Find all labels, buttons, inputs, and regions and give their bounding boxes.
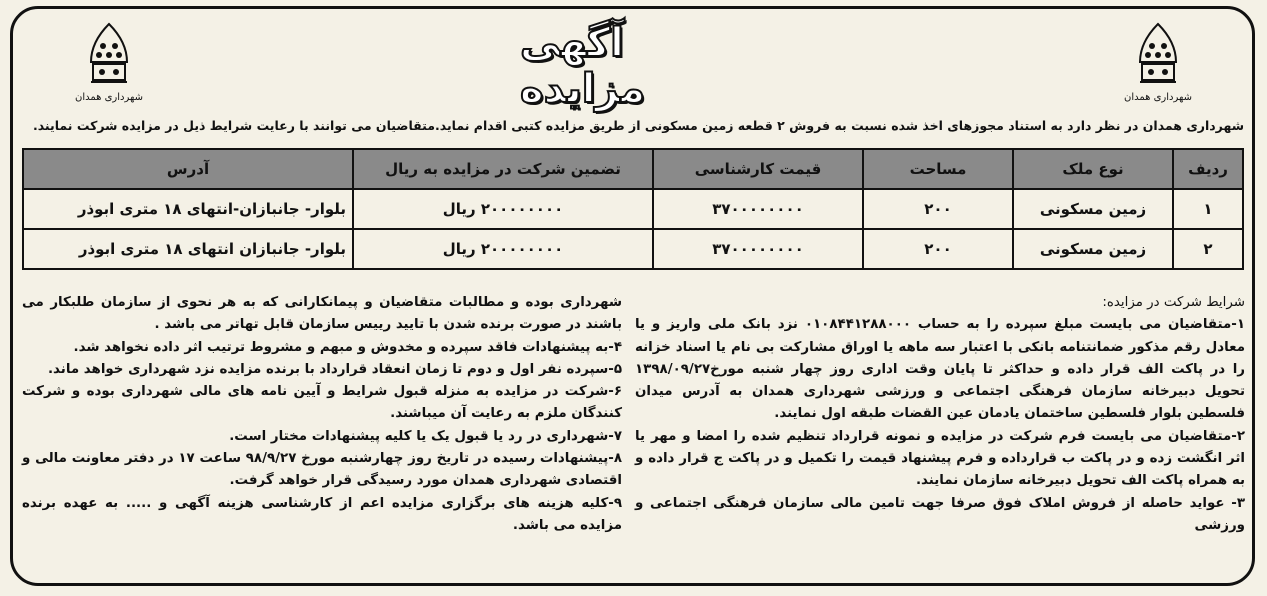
- condition-item: ۲-متقاضیان می بایست فرم شرکت در مزایده و نمونه قرارداد تنظیم شده را امضا و مهر یا اثر انگشت زده و در پاکت ب قرارداده و فرم پیشنهاد قیمت را تکمیل و در پاکت ج قرار داده و به همراه پاکت الف تحویل دبیرخانه سازمان نمایند.: [635, 428, 1245, 489]
- cell-area: ۲۰۰: [863, 189, 1013, 229]
- condition-item: ۳- عواید حاصله از فروش املاک فوق صرفا جهت تامین مالی سازمان فرهنگی اجتماعی و ورزشی: [635, 495, 1245, 533]
- cell-row-number: ۲: [1173, 229, 1243, 269]
- cell-deposit: ۲۰۰۰۰۰۰۰۰ ریال: [353, 189, 653, 229]
- header-property-type: نوع ملک: [1013, 149, 1173, 189]
- conditions-heading: شرایط شرکت در مزایده:: [1102, 295, 1245, 310]
- header-row-number: ردیف: [1173, 149, 1243, 189]
- cell-property-type: زمین مسکونی: [1013, 189, 1173, 229]
- cell-address: بلوار- جانبازان انتهای ۱۸ متری ابوذر: [23, 229, 353, 269]
- cell-address: بلوار- جانبازان-انتهای ۱۸ متری ابوذر: [23, 189, 353, 229]
- municipality-logo-left: [72, 22, 146, 118]
- cell-appraisal-price: ۳۷۰۰۰۰۰۰۰۰: [653, 189, 863, 229]
- table-header-row: [23, 149, 1243, 189]
- cell-deposit: ۲۰۰۰۰۰۰۰۰ ریال: [353, 229, 653, 269]
- condition-item: ۱-متقاضیان می بایست مبلغ سپرده را به حساب ۰۱۰۸۴۴۱۲۸۸۰۰۰ نزد بانک ملی واریز و یا معادل رقم مذکور ضمانتنامه بانکی با اعتبار سه ماهه یا اوراق مشارکت بی نام یا اسناد خزانه را در پاکت الف قرار داده و حداکثر تا پایان وقت اداری روز چهار شنبه مورخ۱۳۹۸/۰۹/۲۷ تحویل دبیرخانه سازمان فرهنگی اجتماعی و ورزشی شهرداری همدان به آدرس میدان فلسطین بلوار فلسطین ساختمان یادمان عین القضات طبقه اول نمایند.: [635, 317, 1245, 422]
- notice-title-box: [520, 20, 755, 112]
- lots-table: [22, 148, 1244, 270]
- notice-title: آگهی مزایده: [520, 20, 646, 112]
- condition-item: شهرداری بوده و مطالبات متقاضیان و پیمانکارانی که به هر نحوی از سازمان طلبکار می باشند در صورت برنده شدن با تایید رییس سازمان قابل تهاتر می باشد .: [22, 295, 622, 333]
- condition-item: ۹-کلیه هزینه های برگزاری مزایده اعم از کارشناسی هزینه آگهی و ..... به عهده برنده مزایده می باشد.: [22, 495, 622, 533]
- cell-appraisal-price: ۳۷۰۰۰۰۰۰۰۰: [653, 229, 863, 269]
- municipality-logo-right: [1121, 22, 1195, 118]
- municipality-emblem-icon: [87, 22, 131, 88]
- logo-caption: شهرداری همدان: [1124, 92, 1192, 103]
- condition-item: ۴-به پیشنهادات فاقد سپرده و مخدوش و مبهم و مشروط ترتیب اثر داده نخواهد شد.: [73, 339, 622, 355]
- header-area: مساحت: [863, 149, 1013, 189]
- cell-row-number: ۱: [1173, 189, 1243, 229]
- cell-property-type: زمین مسکونی: [1013, 229, 1173, 269]
- condition-item: ۵-سپرده نفر اول و دوم تا زمان انعقاد قرارداد با برنده مزایده نزد شهرداری خواهد ماند.: [47, 361, 622, 377]
- intro-paragraph: شهرداری همدان در نظر دارد به استناد مجوزهای اخذ شده نسبت به فروش ۲ قطعه زمین مسکونی از طریق مزایده کتبی اقدام نماید.متقاضیان می توانند با رعایت شرایط ذیل در مزایده شرکت نمایند.: [32, 118, 1244, 133]
- header-address: آدرس: [23, 149, 353, 189]
- header-appraisal-price: قیمت کارشناسی: [653, 149, 863, 189]
- conditions-left-column: [22, 292, 622, 537]
- header-deposit: تضمین شرکت در مزایده به ریال: [353, 149, 653, 189]
- logo-caption: شهرداری همدان: [75, 92, 143, 103]
- cell-area: ۲۰۰: [863, 229, 1013, 269]
- condition-item: ۸-پیشنهادات رسیده در تاریخ روز چهارشنبه مورخ ۹۸/۹/۲۷ ساعت ۱۷ در دفتر معاونت مالی و اقتصادی شهرداری همدان مورد رسیدگی قرار خواهد گرفت.: [22, 451, 622, 489]
- conditions-right-column: [635, 292, 1245, 537]
- municipality-emblem-icon: [1136, 22, 1180, 88]
- table-row: [23, 189, 1243, 229]
- condition-item: ۶-شرکت در مزایده به منزله قبول شرایط و آیین نامه های مالی شهرداری بوده و شرکت کنندگان ملزم به رعایت آن میباشند.: [22, 384, 622, 422]
- condition-item: ۷-شهرداری در رد یا قبول یک یا کلیه پیشنهادات مختار است.: [229, 428, 622, 444]
- table-row: [23, 229, 1243, 269]
